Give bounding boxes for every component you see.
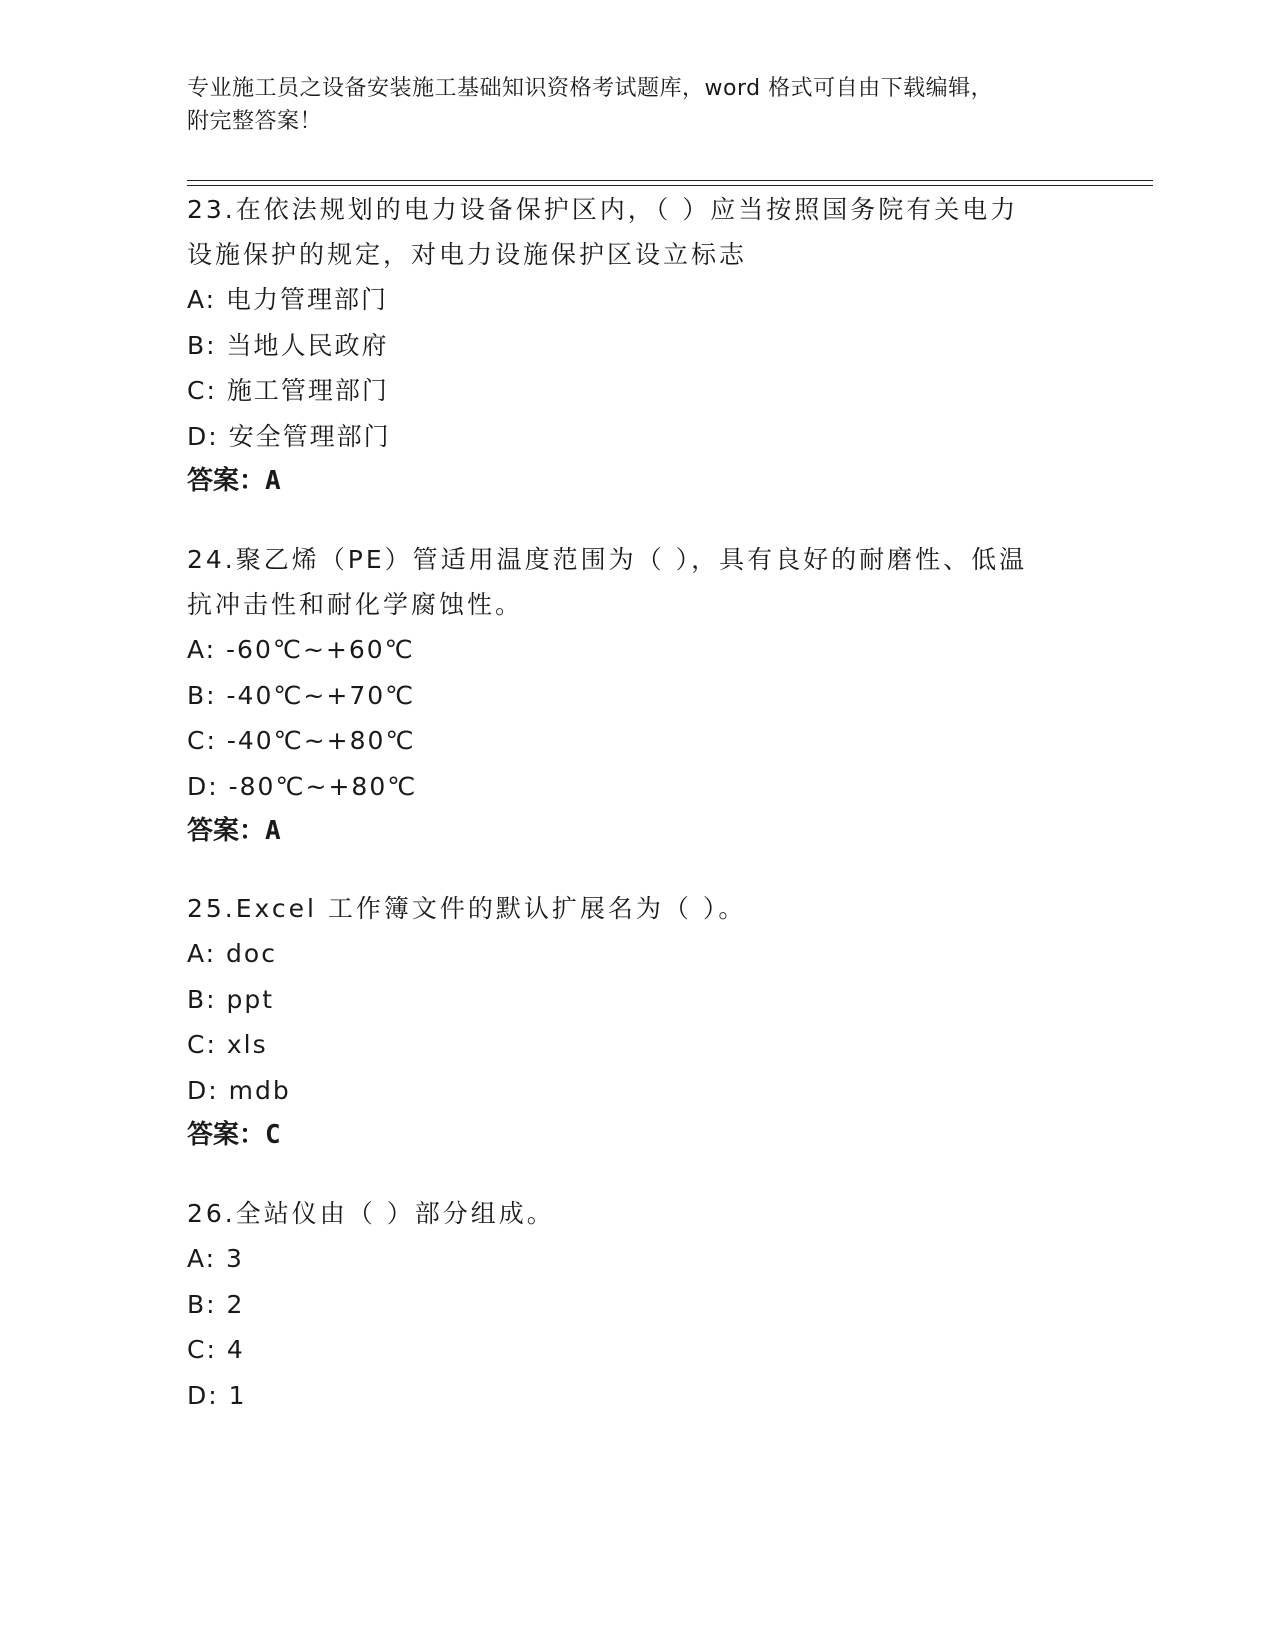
answer-value: C: [265, 1120, 281, 1150]
option-c: C: -40℃~+80℃: [187, 726, 416, 755]
option-b: B: ppt: [187, 984, 275, 1014]
option-d: D: -80℃~+80℃: [187, 771, 418, 801]
answer-label: 答案：: [187, 466, 266, 496]
answer-label: 答案：: [187, 816, 266, 846]
option-c: C: xls: [187, 1030, 268, 1059]
option-b: B: -40℃~+70℃: [187, 680, 416, 710]
option-a: A: doc: [187, 939, 277, 968]
answer-value: A: [265, 466, 281, 496]
option-c: C: 4: [187, 1335, 245, 1364]
header-divider-top: [187, 180, 1153, 181]
option-a: A: 电力管理部门: [187, 285, 389, 314]
question-number: 24.: [187, 545, 236, 574]
answer: [187, 1113, 1087, 1158]
option-c: C: 施工管理部门: [187, 376, 389, 405]
question-text: [187, 187, 1087, 232]
question-text-line-1: 在依法规划的电力设备保护区内，（ ）应当按照国务院有关电力: [235, 195, 1019, 224]
answer-value: A: [265, 816, 281, 846]
question-text-line-1: 全站仪由（ ）部分组成。: [235, 1199, 555, 1228]
option-b: B: 2: [187, 1289, 245, 1319]
option-d: D: 1: [187, 1380, 247, 1410]
question-text-line-1: Excel 工作簿文件的默认扩展名为（ ）。: [235, 894, 747, 923]
question-number: 23.: [187, 195, 236, 224]
header-line-2: 附完整答案！: [187, 109, 323, 134]
answer: [187, 459, 1087, 504]
question-25: [187, 886, 1087, 1158]
header-divider-bottom: [187, 185, 1153, 186]
option-d: D: 安全管理部门: [187, 421, 391, 451]
question-23: [187, 187, 1087, 504]
option-d: D: mdb: [187, 1075, 291, 1105]
option-a: A: 3: [187, 1244, 244, 1273]
question-text-line-2: 抗冲击性和耐化学腐蚀性。: [187, 590, 524, 619]
question-text-line-1: 聚乙烯（PE）管适用温度范围为（ ），具有良好的耐磨性、低温: [235, 545, 1028, 574]
answer: [187, 809, 1087, 854]
question-text-line-2: 设施保护的规定，对电力设施保护区设立标志: [187, 240, 748, 269]
question-text: [187, 1191, 1087, 1236]
question-text: [187, 537, 1087, 582]
question-number: 25.: [187, 894, 236, 923]
answer-label: 答案：: [187, 1120, 266, 1150]
option-b: B: 当地人民政府: [187, 330, 389, 360]
question-26: [187, 1191, 1087, 1418]
question-number: 26.: [187, 1199, 236, 1228]
document-header: [187, 72, 1087, 138]
question-text: [187, 886, 1087, 931]
question-24: [187, 537, 1087, 854]
header-line-1: 专业施工员之设备安装施工基础知识资格考试题库，word 格式可自由下载编辑，: [187, 76, 994, 101]
option-a: A: -60℃~+60℃: [187, 635, 415, 664]
